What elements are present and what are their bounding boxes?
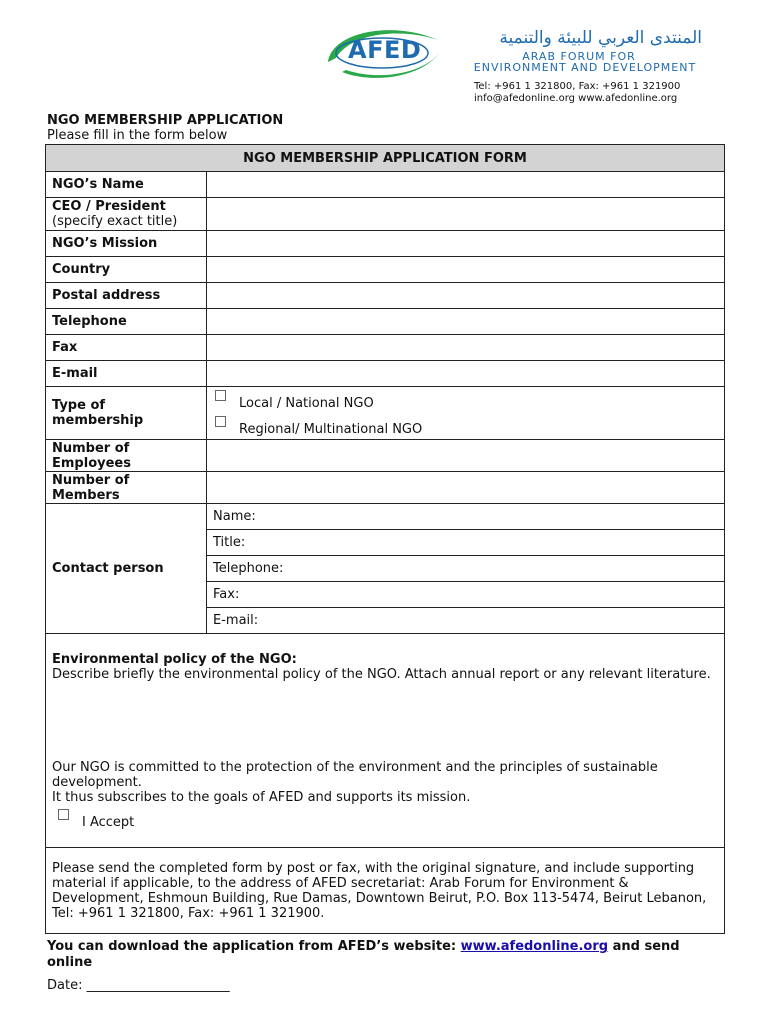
- form-header: NGO MEMBERSHIP APPLICATION FORM: [46, 145, 725, 172]
- instructions-contact: Tel: +961 1 321800, Fax: +961 1 321900.: [52, 905, 325, 921]
- header-contact-phone: Tel: +961 1 321800, Fax: +961 1 321900: [474, 81, 681, 92]
- instructions-section: [46, 848, 725, 934]
- input-contact-telephone[interactable]: Telephone:: [207, 556, 725, 582]
- checkbox-local-ngo[interactable]: [215, 390, 226, 401]
- policy-heading: Environmental policy of the NGO:: [52, 652, 297, 667]
- org-name-english-line2: ENVIRONMENT AND DEVELOPMENT: [473, 61, 697, 74]
- policy-section: [46, 634, 725, 848]
- input-ceo[interactable]: [207, 198, 725, 231]
- header-contact-web: info@afedonline.org www.afedonline.org: [474, 93, 678, 104]
- label-contact-person: Contact person: [46, 504, 207, 634]
- input-country[interactable]: [207, 257, 725, 283]
- input-postal[interactable]: [207, 283, 725, 309]
- policy-goals: It thus subscribes to the goals of AFED and supports its mission.: [52, 790, 471, 805]
- label-membership-type: Type of membership: [46, 387, 207, 440]
- org-name-english-line1: ARAB FORUM FOR: [522, 50, 636, 63]
- option-local-ngo[interactable]: [213, 387, 718, 413]
- policy-description: Describe briefly the environmental policy of the NGO. Attach annual report or any relevant literature.: [52, 667, 711, 682]
- input-members[interactable]: [207, 472, 725, 504]
- accept-option[interactable]: [52, 809, 718, 829]
- input-mission[interactable]: [207, 231, 725, 257]
- afed-logo-text: AFED: [348, 36, 422, 64]
- input-contact-title[interactable]: Title:: [207, 530, 725, 556]
- option-regional-ngo[interactable]: [213, 413, 718, 439]
- org-name-arabic: المنتدى العربي للبيئة والتنمية: [499, 28, 702, 48]
- label-ngo-name: NGO’s Name: [46, 172, 207, 198]
- input-email[interactable]: [207, 361, 725, 387]
- label-fax: Fax: [46, 335, 207, 361]
- download-note: [47, 939, 727, 971]
- website-link[interactable]: www.afedonline.org: [460, 939, 609, 954]
- input-contact-name[interactable]: Name:: [207, 504, 725, 530]
- checkbox-accept[interactable]: [58, 809, 69, 820]
- input-ngo-name[interactable]: [207, 172, 725, 198]
- label-ceo-sub: (specify exact title): [52, 214, 178, 229]
- label-email: E-mail: [46, 361, 207, 387]
- accept-label: I Accept: [82, 815, 135, 830]
- document-subtitle: Please fill in the form below: [47, 128, 228, 143]
- option-local-ngo-label: Local / National NGO: [239, 396, 374, 411]
- download-suffix: and send online: [47, 939, 680, 970]
- checkbox-regional-ngo[interactable]: [215, 416, 226, 427]
- label-ceo: [46, 198, 207, 231]
- input-contact-fax[interactable]: Fax:: [207, 582, 725, 608]
- document-title: NGO MEMBERSHIP APPLICATION: [47, 113, 284, 128]
- label-postal: Postal address: [46, 283, 207, 309]
- label-employees: Number of Employees: [46, 440, 207, 472]
- input-contact-email[interactable]: E-mail:: [207, 608, 725, 634]
- membership-form-table: [45, 144, 725, 934]
- input-telephone[interactable]: [207, 309, 725, 335]
- label-members: Number of Members: [46, 472, 207, 504]
- label-ceo-title: CEO / President: [52, 199, 166, 214]
- policy-commitment: Our NGO is committed to the protection of the environment and the principles of sustainable development.: [52, 760, 658, 790]
- label-country: Country: [46, 257, 207, 283]
- instructions-text: Please send the completed form by post or fax, with the original signature, and include supporting material if applicable, to the address of AFED secretariat: Arab Forum for Environment & Development, Eshmoun Building, Rue Damas, Downtown Beirut, P.O. Box 113-5474, Beirut Lebanon,: [52, 860, 707, 906]
- input-fax[interactable]: [207, 335, 725, 361]
- label-mission: NGO’s Mission: [46, 231, 207, 257]
- input-employees[interactable]: [207, 440, 725, 472]
- option-regional-ngo-label: Regional/ Multinational NGO: [239, 422, 423, 437]
- date-field[interactable]: Date: ______________________: [47, 978, 230, 993]
- membership-type-options: [207, 387, 725, 440]
- label-telephone: Telephone: [46, 309, 207, 335]
- download-prefix: You can download the application from AFED’s website:: [47, 939, 461, 954]
- policy-answer-area[interactable]: [52, 682, 718, 760]
